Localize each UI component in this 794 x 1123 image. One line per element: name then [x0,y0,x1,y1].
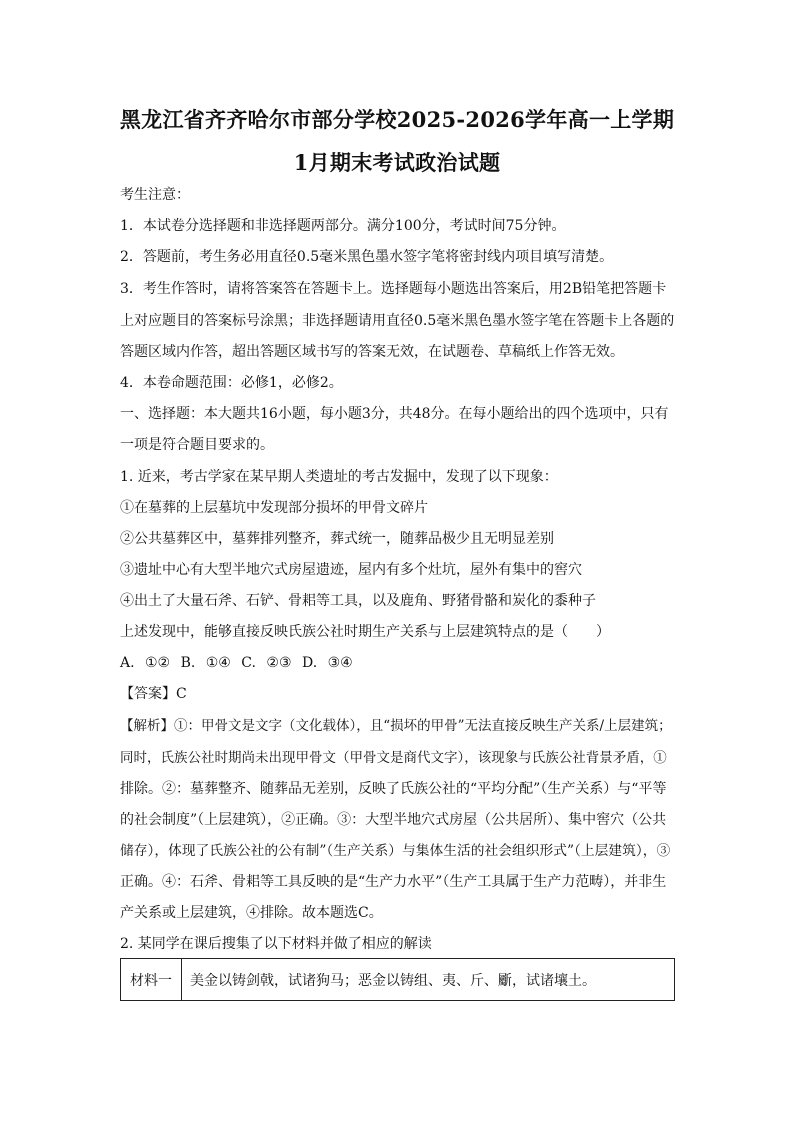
material-table-content: 美金以铸剑戟，试诸狗马；恶金以铸组、夷、斤、斸，试诸壤土。 [182,959,675,1001]
question-1-stem: 1. 近来，考古学家在某早期人类遗址的考古发掘中，发现了以下现象： [120,469,558,485]
material-table [120,958,675,1001]
question-1-prompt: 上述发现中，能够直接反映氏族公社时期生产关系与上层建筑特点的是（ ） [120,624,610,640]
question-1-answer: 【答案】C [120,686,187,702]
question-1-analysis-line6: 正确。④：石斧、骨耜等工具反映的是“生产力水平”（生产工具属于生产力范畴），并非生 [120,874,667,890]
section-1-intro-line1: 一、选择题：本大题共16小题，每小题3分，共48分。在每小题给出的四个选项中，只有 [120,406,669,422]
notice-item-2: 2．答题前，考生务必用直径0.5毫米黑色墨水签字笔将密封线内项目填写清楚。 [120,249,614,265]
table-row [121,959,675,1001]
notice-heading: 考生注意： [120,187,190,203]
notice-item-1: 1．本试卷分选择题和非选择题两部分。满分100分，考试时间75分钟。 [120,218,566,234]
question-1-statement-1: ①在墓葬的上层墓坑中发现部分损坏的甲骨文碎片 [120,500,428,516]
notice-item-3-line1: 3．考生作答时，请将答案答在答题卡上。选择题每小题选出答案后，用2B铅笔把答题卡 [120,281,667,297]
exam-title-line1: 黑龙江省齐齐哈尔市部分学校2025-2026学年高一上学期 [119,107,675,132]
question-1-analysis-line2: 同时，氏族公社时期尚未出现甲骨文（甲骨文是商代文字），该现象与氏族公社背景矛盾，① [120,750,667,766]
question-1-analysis-line7: 产关系或上层建筑，④排除。故本题选C。 [120,905,383,921]
question-1-statement-4: ④出土了大量石斧、石铲、骨耜等工具，以及鹿角、野猪骨骼和炭化的黍种子 [120,593,596,609]
section-1-intro-line2: 一项是符合题目要求的。 [120,437,274,453]
question-2-stem: 2. 某同学在课后搜集了以下材料并做了相应的解读 [120,936,432,952]
question-1-statement-2: ②公共墓葬区中，墓葬排列整齐，葬式统一，随葬品极少且无明显差别 [120,531,554,547]
question-1-analysis-line1: 【解析】①：甲骨文是文字（文化载体），且“损坏的甲骨”无法直接反映生产关系/上层建筑； [120,718,672,734]
notice-item-4: 4．本卷命题范围：必修1，必修2。 [120,375,343,391]
material-table-header: 材料一 [121,959,182,1001]
question-1-analysis-line3: 排除。②：墓葬整齐、随葬品无差别，反映了氏族公社的“平均分配”（生产关系）与“平等 [120,781,667,797]
notice-item-3-line3: 答题区域内作答，超出答题区域书写的答案无效，在试题卷、草稿纸上作答无效。 [120,344,624,360]
question-1-options: A. ①② B. ①④ C. ②③ D. ③④ [120,655,353,671]
notice-item-3-line2: 上对应题目的答案标号涂黑；非选择题请用直径0.5毫米黑色墨水签字笔在答题卡上各题的 [120,313,675,329]
question-1-analysis-line4: 的社会制度”（上层建筑），②正确。③：大型半地穴式房屋（公共居所）、集中窖穴（公共 [120,812,667,828]
exam-title-line2: 1月期末考试政治试题 [293,150,501,175]
question-1-analysis-line5: 储存），体现了氏族公社的公有制”（生产关系）与集体生活的社会组织形式”（上层建筑），③ [120,843,671,859]
question-1-statement-3: ③遗址中心有大型半地穴式房屋遗迹，屋内有多个灶坑，屋外有集中的窖穴 [120,562,582,578]
